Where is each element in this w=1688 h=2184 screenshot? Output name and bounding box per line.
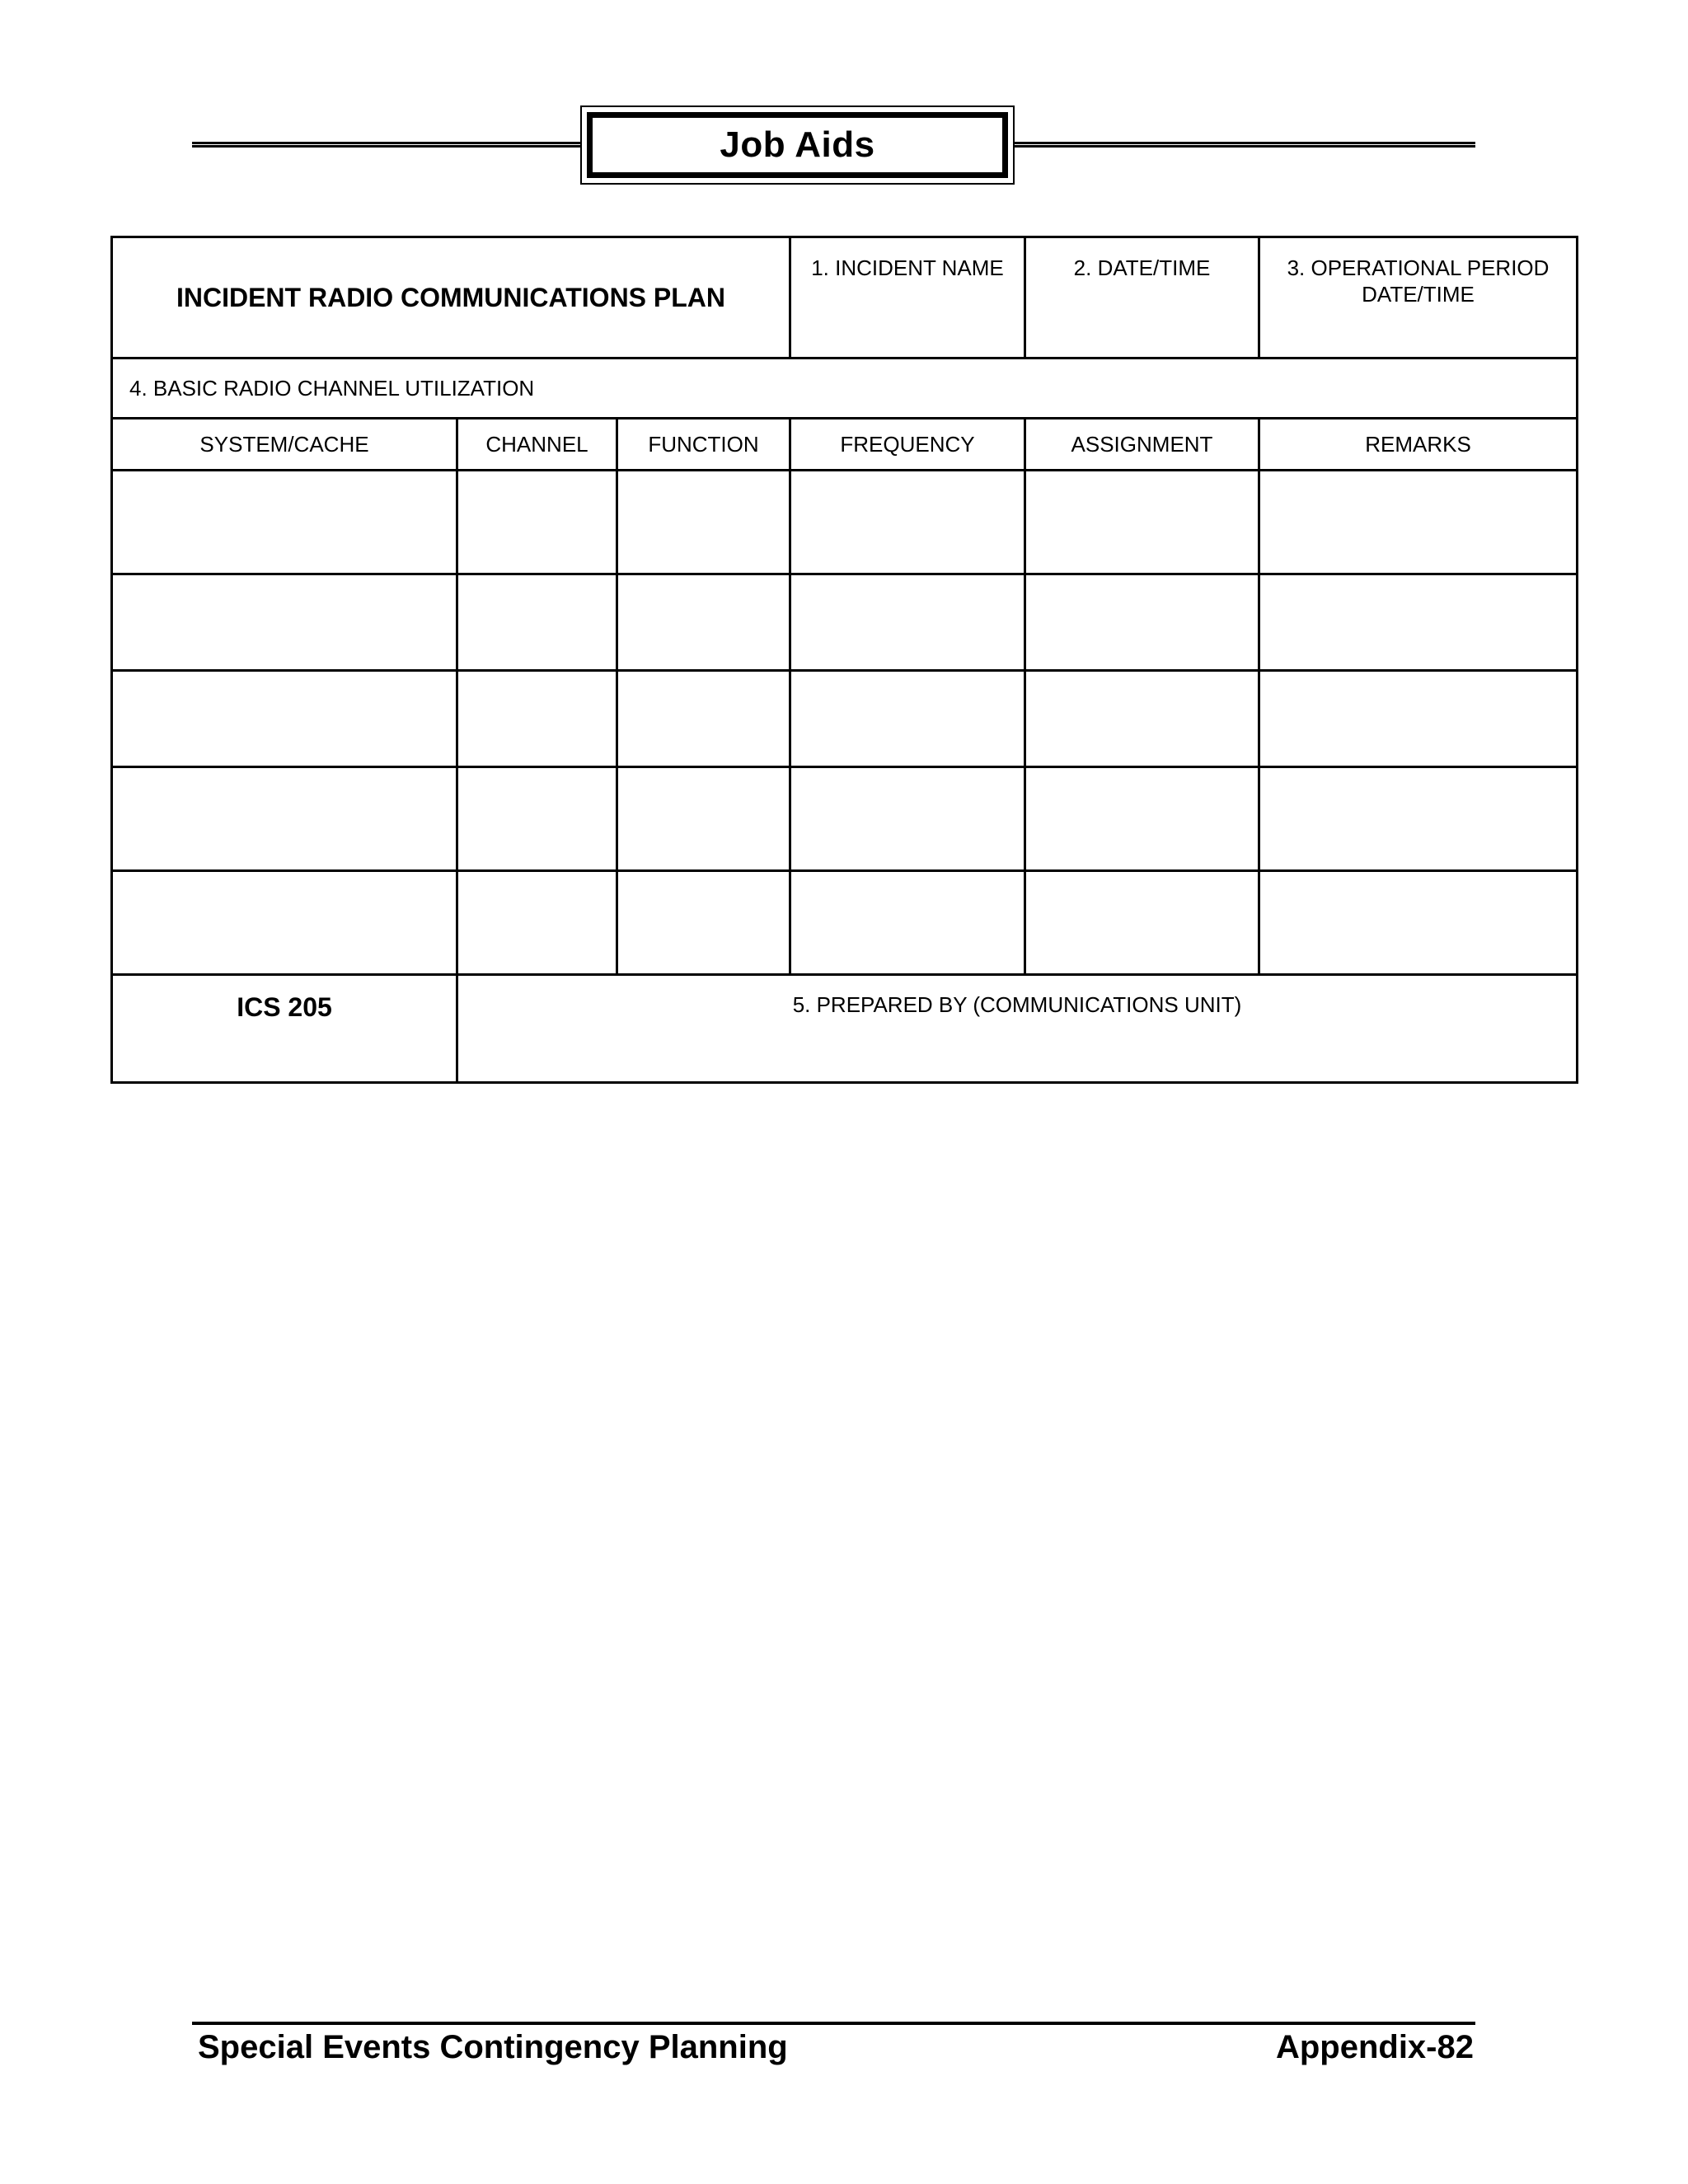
col-header-frequency: FREQUENCY <box>790 419 1025 471</box>
function-cell[interactable] <box>617 767 790 871</box>
assignment-cell[interactable] <box>1025 871 1259 975</box>
form-id: ICS 205 <box>112 975 457 1083</box>
function-cell[interactable] <box>617 671 790 767</box>
function-cell[interactable] <box>617 471 790 574</box>
remarks-cell[interactable] <box>1259 767 1578 871</box>
frequency-cell[interactable] <box>790 471 1025 574</box>
system-cache-cell[interactable] <box>112 671 457 767</box>
assignment-cell[interactable] <box>1025 671 1259 767</box>
form-title: INCIDENT RADIO COMMUNICATIONS PLAN <box>112 237 790 359</box>
system-cache-cell[interactable] <box>112 871 457 975</box>
date-time-field[interactable] <box>1025 237 1259 359</box>
title-box <box>580 105 1015 185</box>
form-footer-row <box>112 975 1578 1083</box>
remarks-cell[interactable] <box>1259 471 1578 574</box>
frequency-cell[interactable] <box>790 767 1025 871</box>
footer-document-title: Special Events Contingency Planning <box>198 2029 788 2065</box>
table-row <box>112 871 1578 975</box>
table-row <box>112 671 1578 767</box>
col-header-channel: CHANNEL <box>457 419 617 471</box>
col-header-function: FUNCTION <box>617 419 790 471</box>
ics-205-form <box>110 236 1578 1084</box>
assignment-cell[interactable] <box>1025 574 1259 671</box>
remarks-cell[interactable] <box>1259 671 1578 767</box>
assignment-cell[interactable] <box>1025 471 1259 574</box>
header-rule-left <box>192 142 582 148</box>
section4-label: 4. BASIC RADIO CHANNEL UTILIZATION <box>112 359 1578 419</box>
incident-name-field[interactable] <box>790 237 1025 359</box>
remarks-cell[interactable] <box>1259 574 1578 671</box>
system-cache-cell[interactable] <box>112 574 457 671</box>
function-cell[interactable] <box>617 574 790 671</box>
table-row <box>112 574 1578 671</box>
form-header-row <box>112 237 1578 359</box>
footer-page-number: Appendix-82 <box>1275 2029 1474 2065</box>
operational-period-label: 3. OPERATIONAL PERIOD <box>1287 255 1550 280</box>
operational-period-field[interactable] <box>1259 237 1578 359</box>
function-cell[interactable] <box>617 871 790 975</box>
table-row <box>112 767 1578 871</box>
frequency-cell[interactable] <box>790 671 1025 767</box>
footer-rule <box>192 2022 1475 2025</box>
column-header-row <box>112 419 1578 471</box>
assignment-cell[interactable] <box>1025 767 1259 871</box>
col-header-system-cache: SYSTEM/CACHE <box>112 419 457 471</box>
prepared-by-label: 5. PREPARED BY (COMMUNICATIONS UNIT) <box>792 992 1242 1017</box>
channel-cell[interactable] <box>457 671 617 767</box>
channel-cell[interactable] <box>457 574 617 671</box>
table-row <box>112 471 1578 574</box>
channel-cell[interactable] <box>457 767 617 871</box>
prepared-by-field[interactable] <box>457 975 1578 1083</box>
col-header-assignment: ASSIGNMENT <box>1025 419 1259 471</box>
header-rule-right <box>1011 142 1475 148</box>
section4-row <box>112 359 1578 419</box>
channel-cell[interactable] <box>457 471 617 574</box>
incident-name-label: 1. INCIDENT NAME <box>811 255 1004 280</box>
frequency-cell[interactable] <box>790 574 1025 671</box>
channel-cell[interactable] <box>457 871 617 975</box>
system-cache-cell[interactable] <box>112 767 457 871</box>
date-time-label: 2. DATE/TIME <box>1073 255 1211 280</box>
title-box-inner <box>587 112 1008 178</box>
remarks-cell[interactable] <box>1259 871 1578 975</box>
system-cache-cell[interactable] <box>112 471 457 574</box>
page-title: Job Aids <box>720 124 875 165</box>
frequency-cell[interactable] <box>790 871 1025 975</box>
operational-period-label-line2: DATE/TIME <box>1362 282 1475 307</box>
col-header-remarks: REMARKS <box>1259 419 1578 471</box>
